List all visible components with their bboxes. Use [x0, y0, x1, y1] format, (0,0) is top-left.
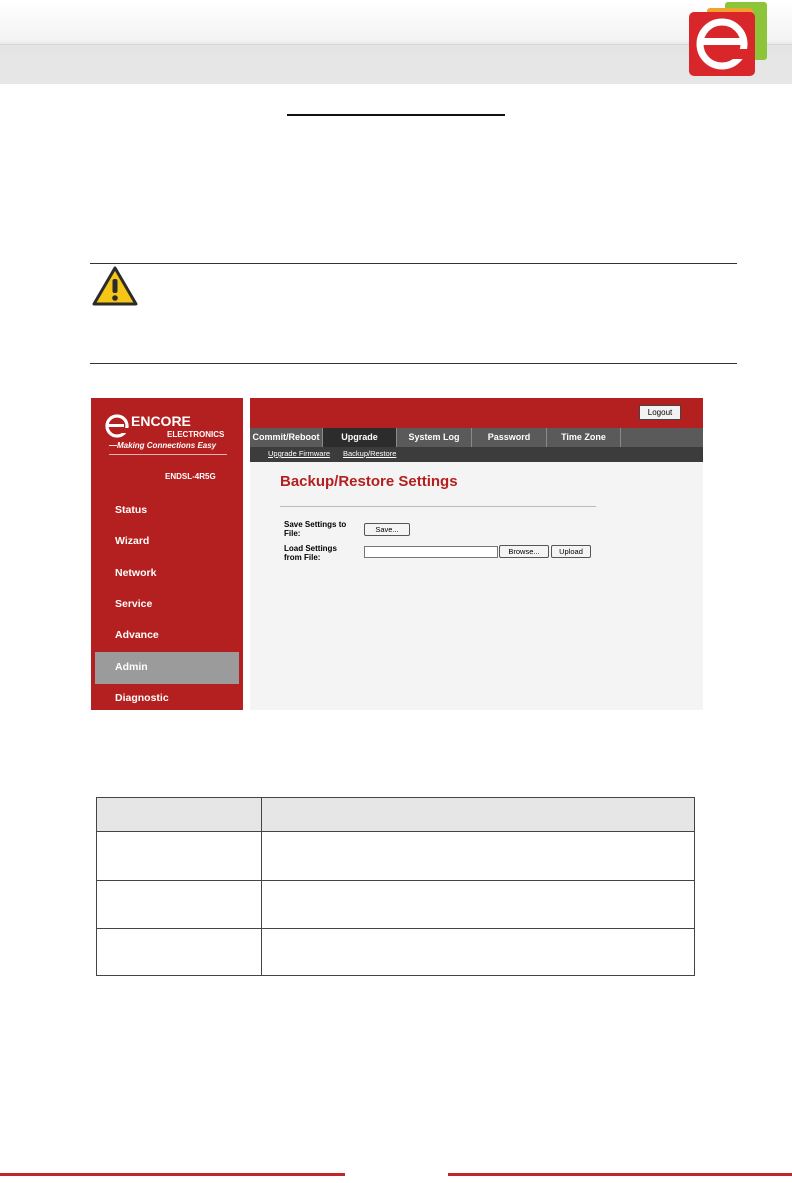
warning-triangle-icon: [91, 265, 139, 307]
brand-tagline: —Making Connections Easy: [109, 441, 217, 450]
tagline-underline: [109, 454, 227, 455]
tab-upgrade[interactable]: Upgrade: [323, 428, 397, 447]
save-settings-label-line2: File:: [284, 529, 301, 538]
device-model: ENDSL-4R5G: [165, 472, 216, 481]
sidebar-item-diagnostic[interactable]: Diagnostic: [115, 692, 169, 704]
sidebar-item-wizard[interactable]: Wizard: [115, 535, 150, 547]
router-top-bar: [250, 398, 703, 428]
load-settings-label-line2: from File:: [284, 553, 321, 562]
header-divider: [0, 44, 792, 45]
tab-time-zone[interactable]: Time Zone: [547, 428, 621, 447]
encore-electronics-logo: [105, 412, 241, 440]
table-row-divider: [97, 880, 694, 881]
table-row-divider: [97, 928, 694, 929]
sidebar-item-service[interactable]: Service: [115, 598, 153, 610]
table-column-divider: [261, 798, 262, 975]
tab-system-log[interactable]: System Log: [397, 428, 472, 447]
settings-table: [96, 797, 695, 976]
save-button[interactable]: Save...: [364, 523, 410, 536]
sidebar-item-status[interactable]: Status: [115, 504, 148, 516]
save-settings-label: [284, 520, 346, 538]
sidebar-item-admin[interactable]: Admin: [115, 661, 148, 673]
section-title-underline: [287, 114, 505, 116]
table-row-divider: [97, 831, 694, 832]
settings-file-input[interactable]: [364, 546, 498, 558]
tab-commit-reboot[interactable]: Commit/Reboot: [250, 428, 323, 447]
router-main-pane: [250, 398, 703, 710]
browse-button[interactable]: Browse...: [499, 545, 549, 558]
logout-button[interactable]: Logout: [639, 405, 681, 420]
sidebar-item-advance[interactable]: Advance: [115, 629, 159, 641]
table-header-row: [97, 798, 694, 831]
router-ui-screenshot: [91, 398, 703, 710]
router-sidebar: [91, 398, 243, 710]
warning-bottom-rule: [90, 363, 737, 364]
page-title: Backup/Restore Settings: [280, 473, 458, 490]
warning-top-rule: [90, 263, 737, 264]
tab-password[interactable]: Password: [472, 428, 547, 447]
load-settings-label-line1: Load Settings: [284, 544, 337, 553]
page-header-band: [0, 0, 792, 84]
logo-text: ENCORE: [131, 413, 191, 429]
load-settings-label: [284, 544, 337, 562]
subtab-upgrade-firmware[interactable]: Upgrade Firmware: [268, 449, 331, 458]
heading-divider: [280, 506, 596, 507]
router-tab-bar: [250, 428, 703, 447]
upload-button[interactable]: Upload: [551, 545, 591, 558]
encore-e-logo-icon: [687, 2, 769, 78]
save-settings-label-line1: Save Settings to: [284, 520, 347, 529]
subtab-backup-restore[interactable]: Backup/Restore: [343, 449, 397, 458]
sidebar-item-network[interactable]: Network: [115, 567, 157, 579]
logo-subtext: ELECTRONICS: [167, 430, 225, 439]
footer-bar-left: [0, 1173, 345, 1176]
footer-bar-right: [448, 1173, 792, 1176]
router-subtab-bar: [250, 447, 703, 462]
